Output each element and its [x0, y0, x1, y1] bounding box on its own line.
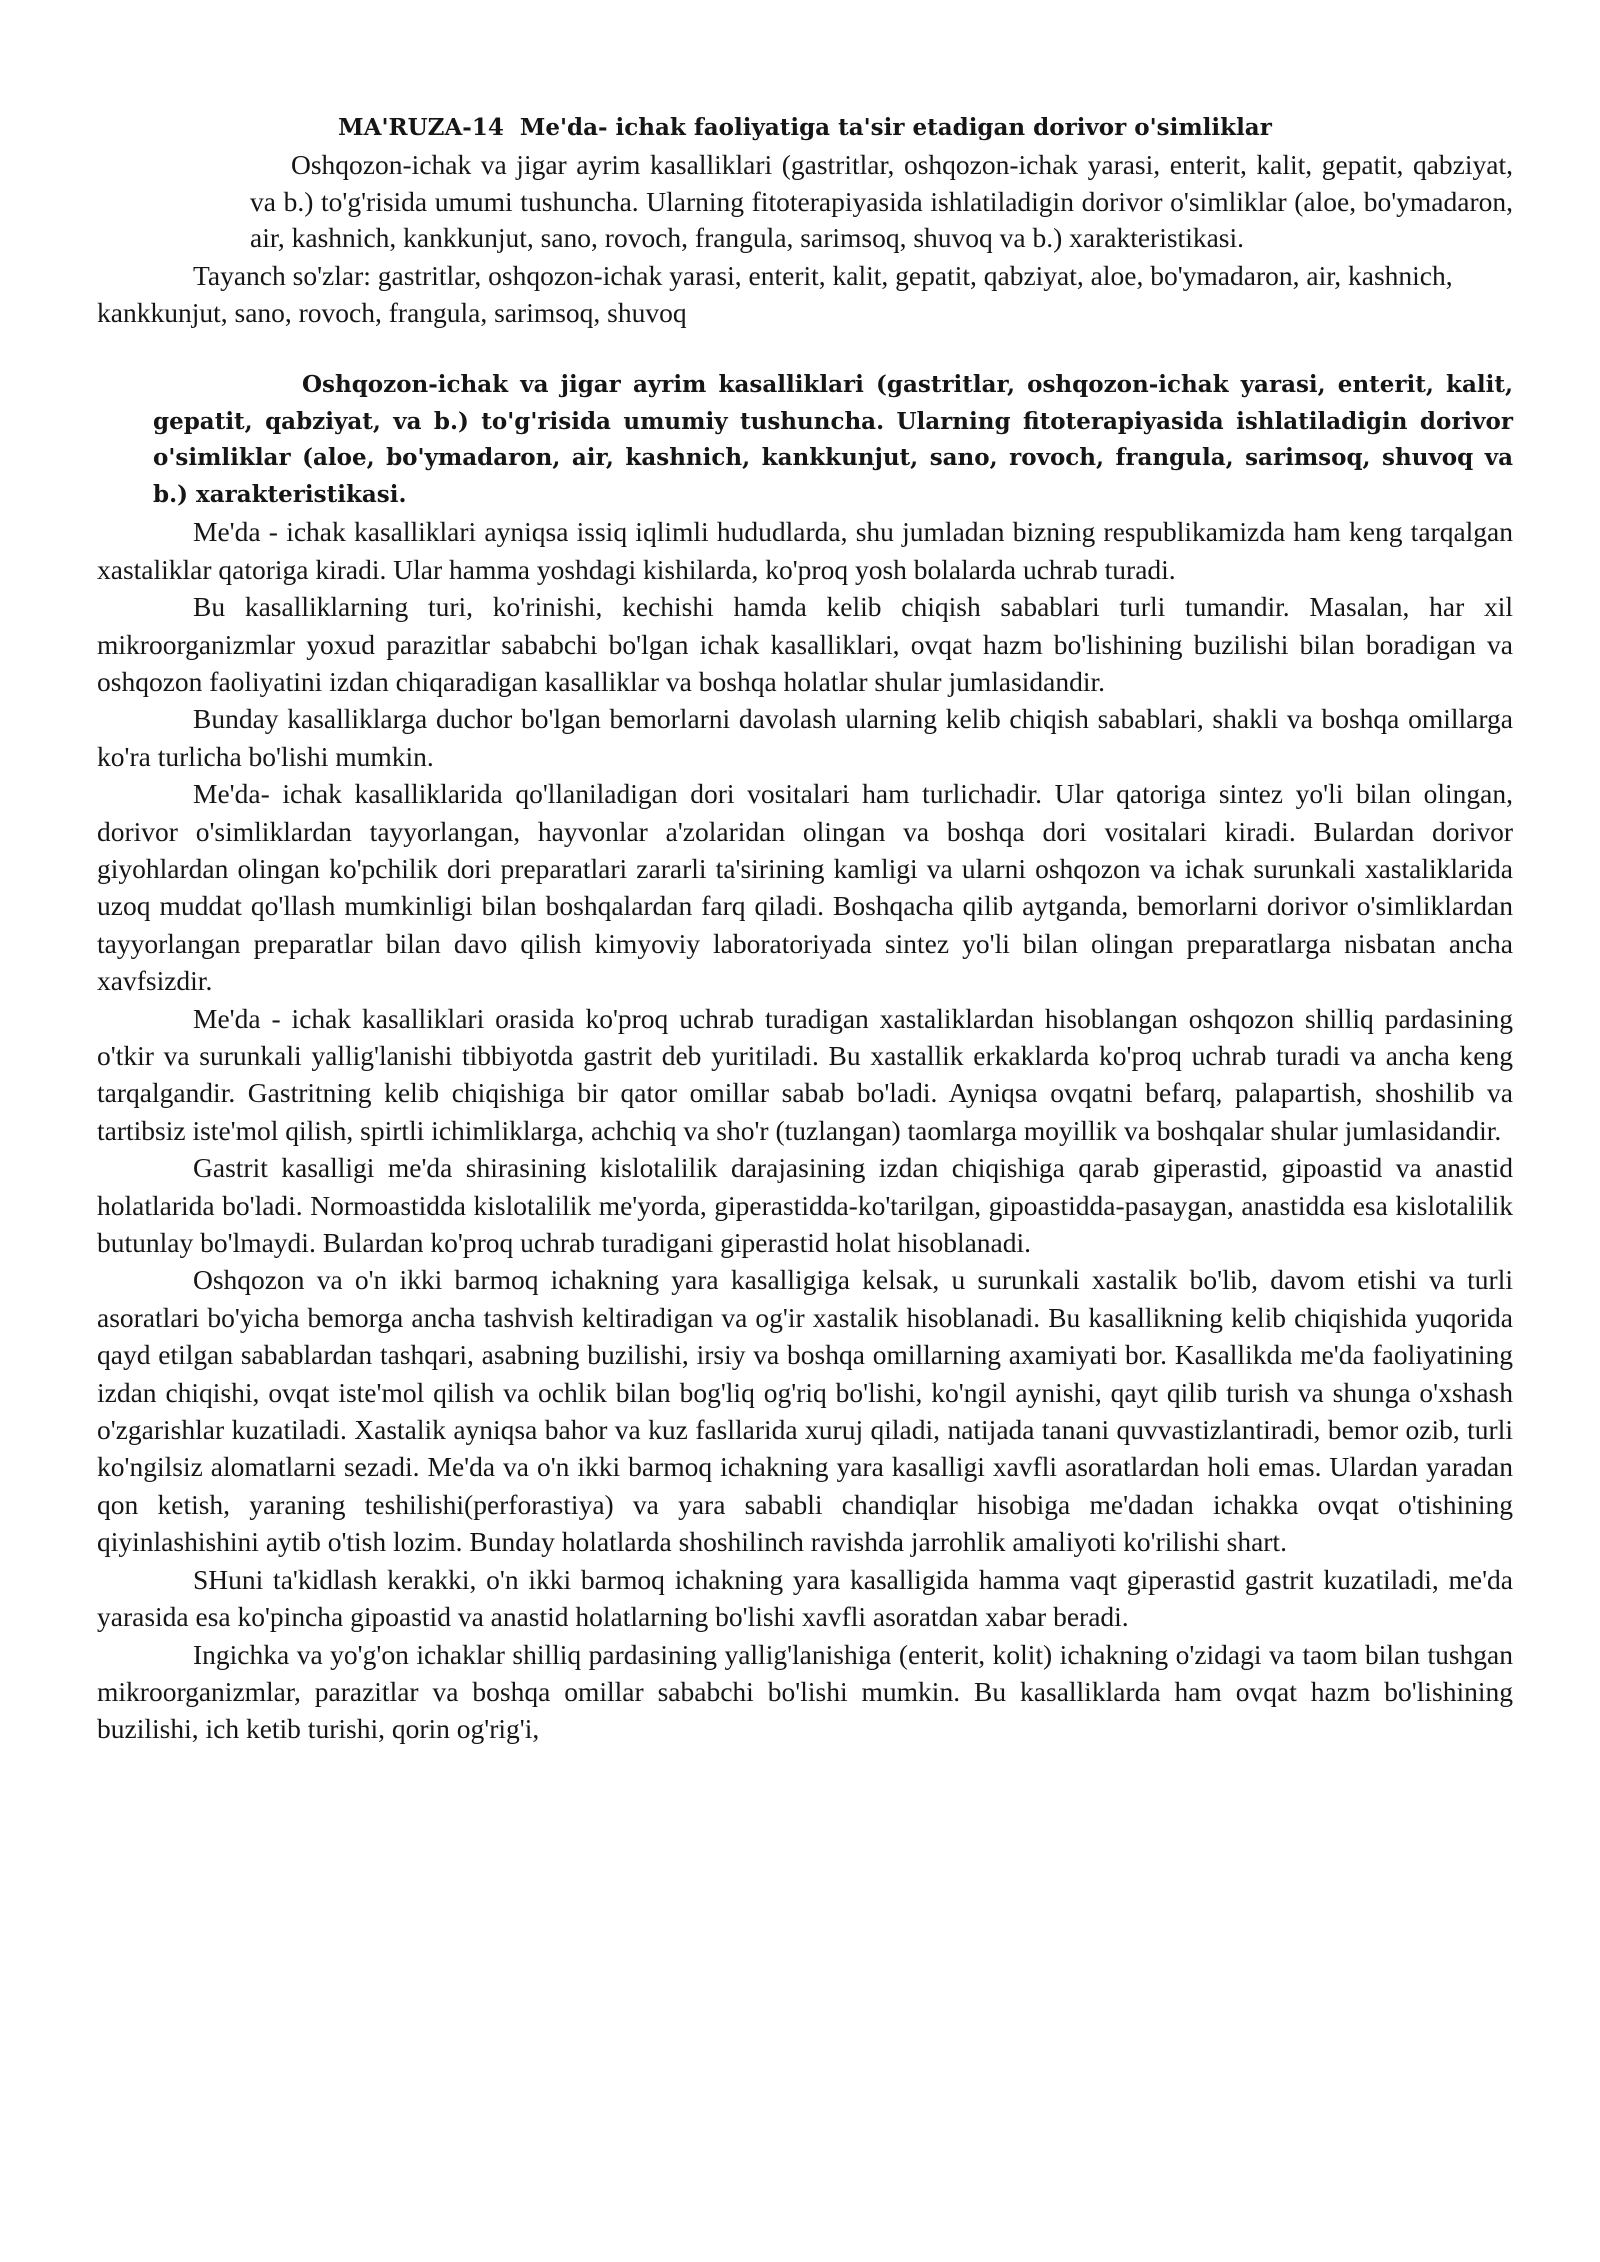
section-heading: Oshqozon-ichak va jigar ayrim kasalliklari (gastritlar, oshqozon-ichak yarasi, enterit, kalit, gepatit, qabziyat, va b.) to'g'risida umumiy tushuncha. Ularning fitoterapiyasida ishlatiladigin dorivor o'simliklar (aloe, bo'ymadaron, air, kashnich, kankkunjut, sano, rovoch, frangula, sarimsoq, shuvoq va b.) xarakteristikasi. — [153, 371, 1513, 508]
body-paragraph: Me'da - ichak kasalliklari ayniqsa issiq iqlimli hududlarda, shu jumladan bizning respublikamizda ham keng tarqalgan xastaliklar qatoriga kiradi. Ular hamma yoshdagi kishilarda, ko'proq yosh bolalarda uchrab turadi. — [97, 516, 1513, 585]
document-content — [97, 109, 1513, 1748]
body-paragraph: Me'da- ichak kasalliklarida qo'llaniladigan dori vositalari ham turlichadir. Ular qatoriga sintez yo'li bilan olingan, dorivor o'simliklardan tayyorlangan, hayvonlar a'zolaridan olingan va boshqa dori vositalari kiradi. Bulardan dorivor giyohlardan olingan ko'pchilik dori preparatlari zararli ta'sirining kamligi va ularni oshqozon va ichak surunkali xastaliklarida uzoq muddat qo'llash mumkinligi bilan boshqalardan farq qiladi. Boshqacha qilib aytganda, bemorlarni dorivor o'simliklardan tayyorlangan preparatlar bilan davo qilish kimyoviy laboratoriyada sintez yo'li bilan olingan preparatlarga nisbatan ancha xavfsizdir. — [97, 778, 1513, 997]
body-paragraph: Oshqozon va o'n ikki barmoq ichakning yara kasalligiga kelsak, u surunkali xastalik bo'lib, davom etishi va turli asoratlari bo'yicha bemorga ancha tashvish keltiradigan va og'ir xastalik hisoblanadi. Bu kasallikning kelib chiqishida yuqorida qayd etilgan sabablardan tashqari, asabning buzilishi, irsiy va boshqa omillarning axamiyati bor. Kasallikda me'da faoliyatining izdan chiqishi, ovqat iste'mol qilish va ochlik bilan bog'liq og'riq bo'lishi, ko'ngil aynishi, qayt qilib turish va shunga o'xshash o'zgarishlar kuzatiladi. Xastalik ayniqsa bahor va kuz fasllarida xuruj qiladi, natijada tanani quvvastizlantiradi, bemor ozib, turli ko'ngilsiz alomatlarni sezadi. Me'da va o'n ikki barmoq ichakning yara kasalligi xavfli asoratlardan holi emas. Ulardan yaradan qon ketish, yaraning teshilishi(perforastiya) va yara sababli chandiqlar hisobiga me'dadan ichakka ovqat o'tishining qiyinlashishini aytib o'tish lozim. Bunday holatlarda shoshilinch ravishda jarrohlik amaliyoti ko'rilishi shart. — [97, 1264, 1513, 1558]
body-text — [97, 513, 1513, 1747]
lecture-summary: Oshqozon-ichak va jigar ayrim kasalliklari (gastritlar, oshqozon-ichak yarasi, enterit, kalit, gepatit, qabziyat, va b.) to'g'risida umumi tushuncha. Ularning fitoterapiyasida ishlatiladigin dorivor o'simliklar (aloe, bo'ymadaron, air, kashnich, kankkunjut, sano, rovoch, frangula, sarimsoq, shuvoq va b.) xarakteristikasi. — [250, 149, 1513, 253]
body-paragraph: Bu kasalliklarning turi, ko'rinishi, kechishi hamda kelib chiqish sabablari turli tumandir. Masalan, har xil mikroorganizmlar yoxud parazitlar sababchi bo'lgan ichak kasalliklari, ovqat hazm bo'lishining buzilishi bilan boradigan va oshqozon faoliyatini izdan chiqaradigan kasalliklar va boshqa holatlar shular jumlasidandir. — [97, 591, 1513, 697]
body-paragraph: SHuni ta'kidlash kerakki, o'n ikki barmoq ichakning yara kasalligida hamma vaqt giperastid gastrit kuzatiladi, me'da yarasida esa ko'pincha gipoastid va anastid holatlarning bo'lishi xavfli asoratdan xabar beradi. — [97, 1563, 1513, 1633]
body-paragraph: Gastrit kasalligi me'da shirasining kislotalilik darajasining izdan chiqishiga qarab giperastid, gipoastid va anastid holatlarida bo'ladi. Normoastidda kislotalilik me'yorda, giperastidda-ko'tarilgan, gipoastidda-pasaygan, anastidda esa kislotalilik butunlay bo'lmaydi. Bulardan ko'proq uchrab turadigani giperastid holat hisoblanadi. — [97, 1152, 1513, 1259]
body-paragraph: Ingichka va yo'g'on ichaklar shilliq pardasining yallig'lanishiga (enterit, kolit) ichakning o'zidagi va taom bilan tushgan mikroorganizmlar, parazitlar va boshqa omillar sababchi bo'lishi mumkin. Bu kasalliklarda ham ovqat hazm bo'lishining buzilishi, ich ketib turishi, qorin og'rig'i, — [97, 1638, 1513, 1745]
body-paragraph: Bunday kasalliklarga duchor bo'lgan bemorlarni davolash ularning kelib chiqish sabablari, shakli va boshqa omillarga ko'ra turlicha bo'lishi mumkin. — [97, 703, 1513, 772]
body-paragraph: Me'da - ichak kasalliklari orasida ko'proq uchrab turadigan xastaliklardan hisoblangan oshqozon shilliq pardasining o'tkir va surunkali yallig'lanishi tibbiyotda gastrit deb yuritiladi. Bu xastallik erkaklarda ko'proq uchrab turadi va ancha keng tarqalgandir. Gastritning kelib chiqishiga bir qator omillar sabab bo'ladi. Ayniqsa ovqatni befarq, palapartish, shoshilib va tartibsiz iste'mol qilish, spirtli ichimliklarga, achchiq va sho'r (tuzlangan) taomlarga moyillik va boshqalar shular jumlasidandir. — [97, 1002, 1513, 1146]
lecture-title: MA'RUZA-14 Me'da- ichak faoliyatiga ta'sir etadigan dorivor o'simliklar — [338, 114, 1272, 141]
keywords-line: Tayanch so'zlar: gastritlar, oshqozon-ichak yarasi, enterit, kalit, gepatit, qabziyat, aloe, bo'ymadaron, air, kashnich, kankkunjut, sano, rovoch, frangula, sarimsoq, shuvoq — [97, 259, 1453, 328]
